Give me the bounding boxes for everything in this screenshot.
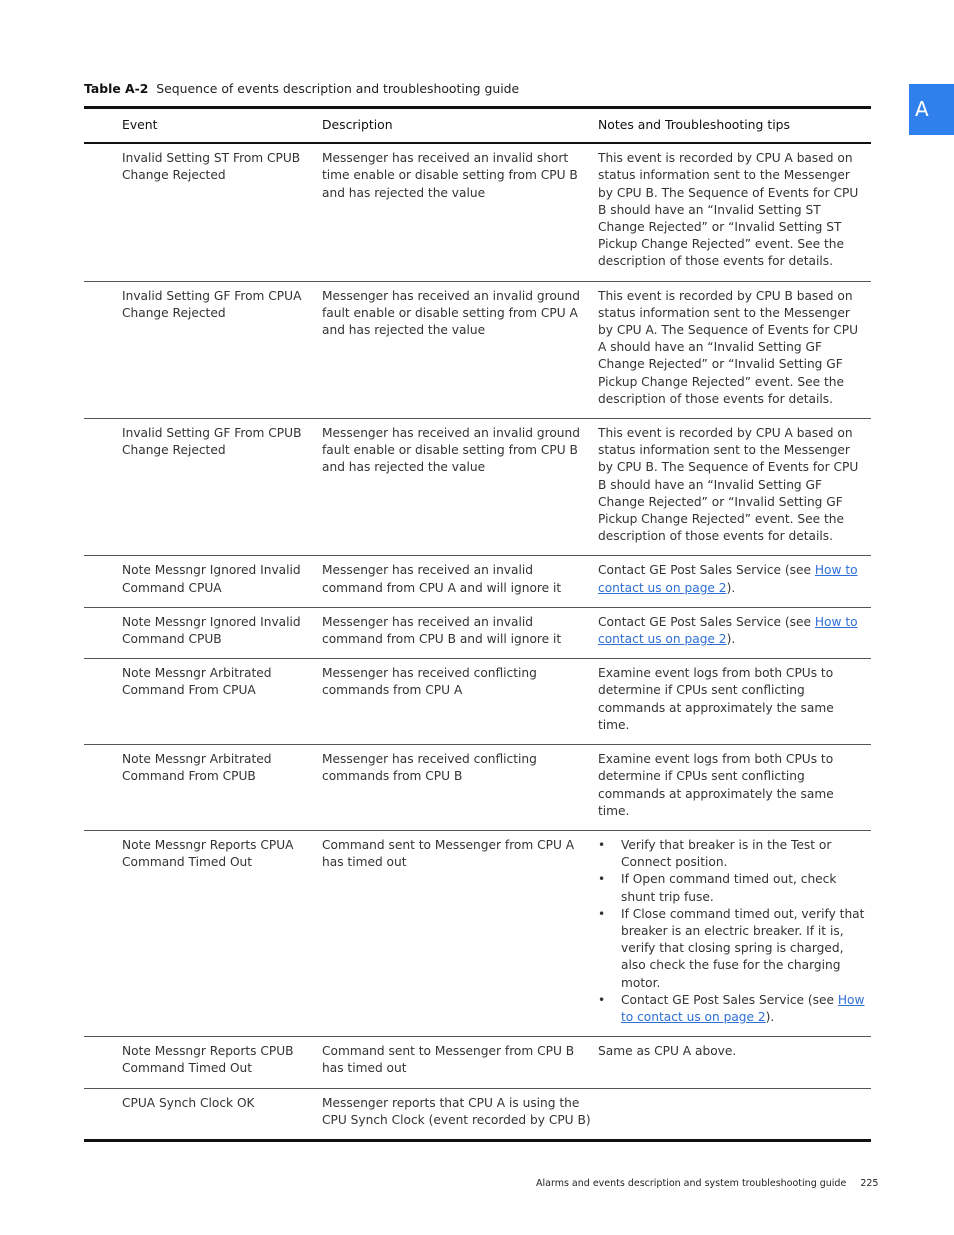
table-row	[84, 745, 871, 831]
table-caption-label: Table A-2	[84, 81, 149, 96]
description-cell: Messenger has received an invalid short time enable or disable setting from CPU B and has rejected the value	[322, 143, 598, 281]
table-row	[84, 1088, 871, 1140]
footer-title: Alarms and events description and system troubleshooting guide	[536, 1178, 847, 1189]
event-cell: Note Messngr Reports CPUB Command Timed Out	[84, 1037, 322, 1088]
event-cell: Invalid Setting ST From CPUB Change Rejected	[84, 143, 322, 281]
notes-text: ).	[726, 580, 736, 595]
description-cell: Command sent to Messenger from CPU A has timed out	[322, 830, 598, 1036]
contact-us-link[interactable]: How to contact us on page 2	[598, 563, 858, 595]
notes-cell: Examine event logs from both CPUs to determine if CPUs sent conflicting commands at approximately the same time.	[598, 745, 871, 831]
header-notes: Notes and Troubleshooting tips	[598, 108, 871, 144]
tips-list	[598, 837, 867, 1026]
notes-cell	[598, 556, 871, 607]
description-cell: Messenger has received an invalid ground fault enable or disable setting from CPU B and has rejected the value	[322, 419, 598, 556]
tip-text: Contact GE Post Sales Service (see	[621, 992, 838, 1007]
table-header-row	[84, 108, 871, 144]
event-cell: Note Messngr Reports CPUA Command Timed Out	[84, 830, 322, 1036]
page-number: 225	[860, 1178, 879, 1189]
description-cell: Messenger reports that CPU A is using the CPU Synch Clock (event recorded by CPU B)	[322, 1095, 591, 1127]
page-footer	[536, 1175, 878, 1192]
event-cell: CPUA Synch Clock OK	[122, 1095, 255, 1110]
notes-cell: This event is recorded by CPU A based on status information sent to the Messenger by CPU B. The Sequence of Events for CPU B should have an “Invalid Setting GF Change Rejected” or “Invalid Setting GF Pickup Change Rejected” event. See the description of those events for details.	[598, 419, 871, 556]
tip-item: • Verify that breaker is in the Test or Connect position.	[598, 837, 867, 871]
event-cell: Note Messngr Ignored Invalid Command CPUA	[84, 556, 322, 607]
tip-item: • If Close command timed out, verify that breaker is an electric breaker. If it is, verify that closing spring is charged, also check the fuse for the charging motor.	[598, 906, 867, 992]
event-cell: Note Messngr Ignored Invalid Command CPUB	[84, 607, 322, 658]
description-cell: Messenger has received an invalid command from CPU B and will ignore it	[322, 607, 598, 658]
tip-item: • If Open command timed out, check shunt trip fuse.	[598, 871, 867, 905]
notes-text: Contact GE Post Sales Service (see	[598, 614, 815, 629]
description-cell: Command sent to Messenger from CPU B has timed out	[322, 1037, 598, 1088]
description-cell: Messenger has received an invalid command from CPU A and will ignore it	[322, 556, 598, 607]
table-row	[84, 607, 871, 658]
notes-cell: This event is recorded by CPU A based on status information sent to the Messenger by CPU B. The Sequence of Events for CPU B should have an “Invalid Setting ST Change Rejected” or “Invalid Setting ST Pickup Change Rejected” event. See the description of those events for details.	[598, 143, 871, 281]
table-row	[84, 281, 871, 418]
notes-cell: Examine event logs from both CPUs to determine if CPUs sent conflicting commands at approximately the same time.	[598, 659, 871, 745]
description-cell: Messenger has received conflicting commands from CPU A	[322, 659, 598, 745]
notes-cell	[598, 830, 871, 1036]
description-cell: Messenger has received conflicting commands from CPU B	[322, 745, 598, 831]
events-table	[84, 106, 871, 1142]
header-description: Description	[322, 108, 598, 144]
tip-text: ).	[765, 1009, 775, 1024]
table-row	[84, 556, 871, 607]
notes-cell: Same as CPU A above.	[598, 1037, 871, 1088]
event-cell: Invalid Setting GF From CPUA Change Rejected	[84, 281, 322, 418]
event-cell: Note Messngr Arbitrated Command From CPUA	[84, 659, 322, 745]
notes-text: Contact GE Post Sales Service (see	[598, 563, 815, 578]
event-cell: Invalid Setting GF From CPUB Change Rejected	[84, 419, 322, 556]
notes-cell	[598, 607, 871, 658]
table-row	[84, 419, 871, 556]
header-event: Event	[84, 108, 322, 144]
table-caption-text: Sequence of events description and troubleshooting guide	[156, 81, 520, 96]
notes-text: ).	[726, 632, 736, 647]
description-cell: Messenger has received an invalid ground fault enable or disable setting from CPU A and has rejected the value	[322, 281, 598, 418]
notes-cell	[598, 1088, 871, 1140]
tip-item	[598, 992, 867, 1026]
appendix-tab-marker: A	[909, 84, 954, 135]
table-row	[84, 143, 871, 281]
table-row	[84, 1037, 871, 1088]
table-row	[84, 830, 871, 1036]
contact-us-link[interactable]: How to contact us on page 2	[598, 614, 858, 647]
table-caption	[84, 80, 519, 97]
table-row	[84, 659, 871, 745]
event-cell: Note Messngr Arbitrated Command From CPUB	[84, 745, 322, 831]
notes-cell: This event is recorded by CPU B based on status information sent to the Messenger by CPU A. The Sequence of Events for CPU A should have an “Invalid Setting GF Change Rejected” or “Invalid Setting GF Pickup Change Rejected” event. See the description of those events for details.	[598, 281, 871, 418]
contact-us-link[interactable]: How to contact us on page 2	[621, 992, 865, 1024]
